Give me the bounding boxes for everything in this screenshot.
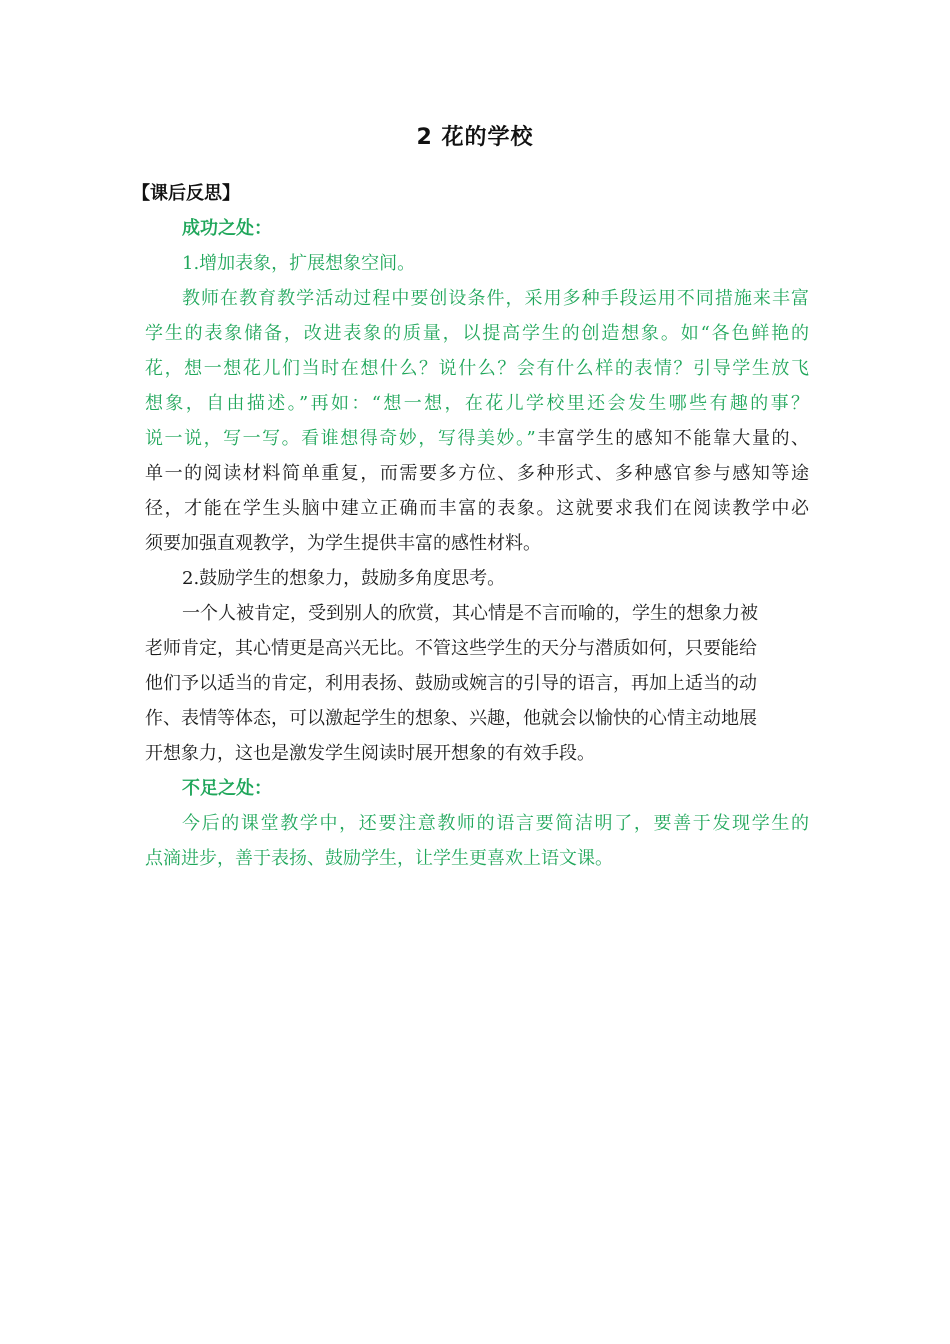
page-title: 2 花的学校 — [416, 125, 534, 150]
section-heading: 【课后反思】 — [132, 183, 240, 204]
paragraph-line: 作、表情等体态，可以激起学生的想象、兴趣，他就会以愉快的心情主动地展 — [145, 708, 757, 729]
paragraph-3 — [145, 806, 809, 876]
paragraph-line: 一个人被肯定，受到别人的欣赏，其心情是不言而喻的，学生的想象力被 — [182, 603, 758, 624]
paragraph-line: 学生的表象储备，改进表象的质量，以提高学生的创造想象。如“各色鲜艳的 — [145, 323, 809, 344]
paragraph-line: 他们予以适当的肯定，利用表扬、鼓励或婉言的引导的语言，再加上适当的动 — [145, 673, 757, 694]
paragraph-line: 今后的课堂教学中，还要注意教师的语言要简洁明了，要善于发现学生的 — [182, 813, 809, 834]
paragraph-line: 教师在教育教学活动过程中要创设条件，采用多种手段运用不同措施来丰富 — [182, 288, 809, 309]
shortcoming-heading: 不足之处： — [182, 778, 272, 799]
paragraph-line: 花，想一想花儿们当时在想什么？说什么？会有什么样的表情？引导学生放飞 — [145, 358, 809, 379]
paragraph-line: 单一的阅读材料简单重复，而需要多方位、多种形式、多种感官参与感知等途 — [145, 463, 809, 484]
point-1-heading: 1.增加表象，扩展想象空间。 — [182, 253, 416, 274]
paragraph-line: 径，才能在学生头脑中建立正确而丰富的表象。这就要求我们在阅读教学中必 — [145, 498, 809, 519]
paragraph-2 — [145, 596, 809, 771]
paragraph-line: 须要加强直观教学，为学生提供丰富的感性材料。 — [145, 533, 541, 554]
paragraph-line-mixed — [145, 421, 809, 456]
point-2-heading: 2.鼓励学生的想象力，鼓励多角度思考。 — [182, 568, 506, 589]
paragraph-line: 开想象力，这也是激发学生阅读时展开想象的有效手段。 — [145, 743, 595, 764]
success-heading: 成功之处： — [182, 218, 272, 239]
paragraph-segment-dark: 丰富学生的感知不能靠大量的、 — [535, 428, 809, 449]
paragraph-segment-green: 说一说，写一写。看谁想得奇妙，写得美妙。” — [145, 428, 536, 449]
paragraph-line: 想象，自由描述。”再如：“想一想，在花儿学校里还会发生哪些有趣的事？ — [145, 393, 809, 414]
document-body — [132, 176, 809, 876]
paragraph-1 — [145, 281, 809, 561]
paragraph-line: 点滴进步，善于表扬、鼓励学生，让学生更喜欢上语文课。 — [145, 848, 613, 869]
paragraph-line: 老师肯定，其心情更是高兴无比。不管这些学生的天分与潜质如何，只要能给 — [145, 638, 757, 659]
